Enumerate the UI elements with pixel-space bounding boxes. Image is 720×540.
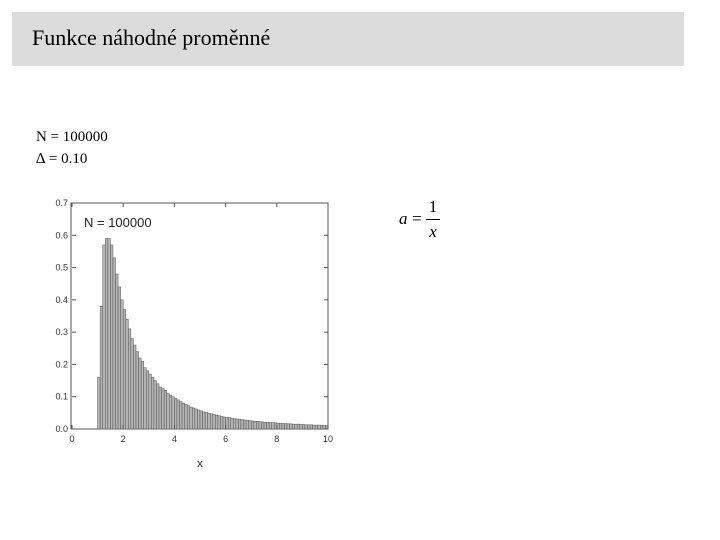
histogram-bar bbox=[116, 274, 119, 429]
histogram-bar bbox=[267, 422, 270, 429]
histogram-bar bbox=[256, 421, 259, 429]
histogram-bar bbox=[159, 387, 162, 429]
histogram-bar bbox=[297, 424, 300, 429]
histogram-bar bbox=[118, 287, 121, 429]
histogram-bar bbox=[113, 258, 116, 429]
histogram-bar bbox=[318, 425, 321, 429]
histogram-bar bbox=[254, 421, 257, 429]
histogram-bar bbox=[213, 414, 216, 429]
histogram-bar bbox=[103, 245, 106, 429]
histogram-bar bbox=[128, 329, 131, 429]
slide-title: Funkce náhodné proměnné bbox=[32, 25, 271, 50]
formula-lhs: a bbox=[399, 209, 408, 228]
histogram-bar bbox=[315, 425, 318, 429]
slide-title-bar bbox=[12, 12, 684, 66]
histogram-bar bbox=[236, 419, 239, 429]
histogram-bar bbox=[108, 239, 111, 429]
x-tick-label: 4 bbox=[171, 434, 177, 444]
histogram-bar bbox=[187, 406, 190, 429]
histogram-bar bbox=[154, 381, 157, 429]
histogram-bar bbox=[287, 424, 290, 429]
histogram-bar bbox=[215, 415, 218, 429]
histogram-annotation: N = 100000 bbox=[84, 215, 152, 230]
histogram-bar bbox=[131, 339, 134, 429]
histogram-bar bbox=[272, 423, 275, 429]
histogram-bar bbox=[220, 416, 223, 429]
histogram-bar bbox=[218, 416, 221, 429]
y-tick-label: 0.4 bbox=[55, 294, 68, 305]
histogram-bar bbox=[180, 402, 183, 429]
histogram-bar bbox=[282, 424, 285, 429]
x-tick-label: 10 bbox=[322, 434, 334, 444]
x-tick-label: 8 bbox=[274, 434, 280, 444]
histogram-bar bbox=[190, 407, 193, 429]
histogram-bar bbox=[174, 398, 177, 429]
histogram-bar bbox=[244, 420, 247, 429]
bin-width-label: ∆ = 0.10 bbox=[36, 151, 88, 167]
histogram-bar bbox=[136, 352, 139, 429]
histogram-bar bbox=[98, 377, 101, 429]
histogram-bar bbox=[200, 411, 203, 429]
y-tick-label: 0.3 bbox=[55, 327, 68, 338]
histogram-bar bbox=[121, 300, 124, 429]
histogram-bar bbox=[182, 403, 185, 429]
histogram-bar bbox=[292, 424, 295, 429]
histogram-bar bbox=[146, 371, 149, 429]
histogram-bar bbox=[172, 397, 175, 429]
histogram-bar bbox=[139, 358, 142, 429]
histogram-bar bbox=[156, 384, 159, 429]
histogram-bar bbox=[264, 422, 267, 429]
parameters-block bbox=[36, 126, 108, 170]
histogram-bar bbox=[302, 424, 305, 429]
x-tick-label: 0 bbox=[69, 434, 75, 444]
sample-size-label: N = 100000 bbox=[36, 129, 108, 145]
histogram-bar bbox=[241, 420, 244, 429]
histogram-bar bbox=[231, 418, 234, 429]
histogram-bar bbox=[149, 374, 152, 429]
formula bbox=[398, 197, 446, 243]
histogram-bar bbox=[169, 395, 172, 429]
histogram-bar bbox=[210, 414, 213, 429]
histogram-bar bbox=[233, 419, 236, 429]
histogram-bar bbox=[205, 413, 208, 429]
formula-fraction-bar bbox=[426, 219, 440, 220]
histogram-bar bbox=[203, 412, 206, 429]
x-tick-label: 2 bbox=[120, 434, 126, 444]
histogram-bar bbox=[295, 424, 298, 429]
histogram-bar bbox=[308, 425, 311, 429]
histogram-bar bbox=[192, 408, 195, 429]
x-axis-label: x bbox=[197, 458, 203, 470]
y-tick-label: 0.6 bbox=[55, 230, 68, 241]
histogram-bar bbox=[208, 413, 211, 429]
histogram-bar bbox=[323, 425, 326, 429]
histogram-bar bbox=[144, 368, 147, 429]
histogram-bar bbox=[105, 239, 108, 429]
histogram-bar bbox=[310, 425, 313, 429]
histogram-bar bbox=[246, 420, 249, 429]
y-tick-label: 0.1 bbox=[55, 391, 68, 402]
histogram-bar bbox=[167, 393, 170, 429]
histogram-bar bbox=[110, 245, 113, 429]
histogram-bar bbox=[133, 345, 136, 429]
histogram-bar bbox=[197, 410, 200, 429]
histogram-bar bbox=[259, 422, 262, 429]
histogram-bar bbox=[177, 400, 180, 429]
y-tick-label: 0.2 bbox=[55, 359, 68, 370]
histogram-bar bbox=[185, 404, 188, 429]
histogram-bar bbox=[320, 425, 323, 429]
histogram-bar bbox=[238, 419, 241, 429]
histogram-bar bbox=[249, 421, 252, 429]
histogram-bar bbox=[162, 389, 165, 429]
histogram-chart bbox=[40, 192, 350, 472]
histogram-bar bbox=[300, 424, 303, 429]
y-tick-label: 0.7 bbox=[55, 198, 68, 208]
formula-denominator: x bbox=[429, 222, 437, 241]
y-tick-label: 0.5 bbox=[55, 262, 68, 273]
histogram-bar bbox=[290, 424, 293, 429]
histogram-bar bbox=[100, 306, 103, 429]
histogram-bar bbox=[284, 424, 287, 429]
histogram-bar bbox=[123, 310, 126, 429]
histogram-bar bbox=[151, 377, 154, 429]
histogram-bar bbox=[261, 422, 264, 429]
histogram-bar bbox=[195, 409, 198, 429]
histogram-bar bbox=[228, 418, 231, 429]
histogram-bar bbox=[141, 361, 144, 429]
histogram-bar bbox=[126, 319, 129, 429]
histogram-bar bbox=[164, 390, 167, 429]
histogram-bar bbox=[313, 425, 316, 429]
histogram-bar bbox=[251, 421, 254, 429]
y-tick-label: 0.0 bbox=[55, 424, 68, 434]
histogram-bar bbox=[269, 423, 272, 429]
formula-numerator: 1 bbox=[428, 197, 438, 216]
formula-equals: = bbox=[412, 209, 422, 228]
x-tick-label: 6 bbox=[223, 434, 229, 444]
histogram-bar bbox=[279, 423, 282, 429]
histogram-bar bbox=[305, 425, 308, 429]
